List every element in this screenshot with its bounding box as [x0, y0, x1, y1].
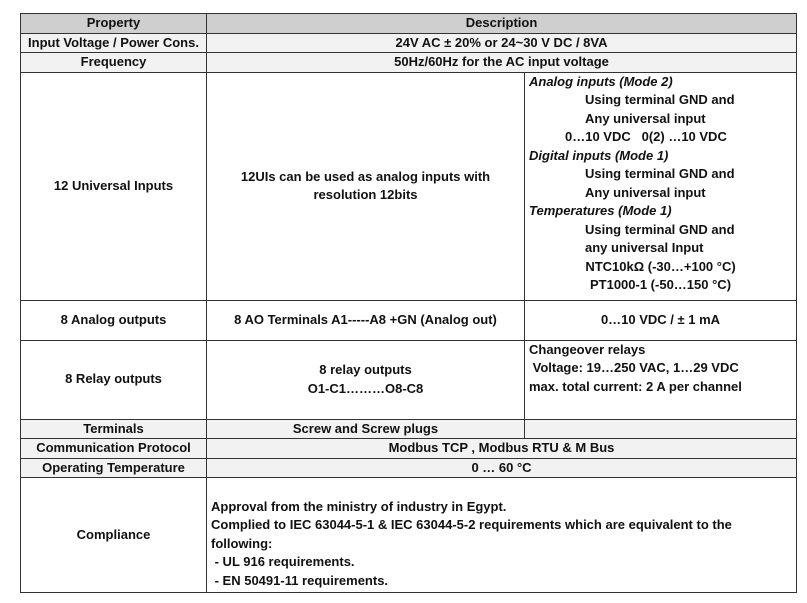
relay-spec-line: Voltage: 19…250 VAC, 1…29 VDC — [529, 360, 739, 375]
compliance-line: Approval from the ministry of industry in Egypt. — [211, 498, 507, 514]
ui-summary-line: 12UIs can be used as analog inputs with — [240, 168, 491, 184]
digital-inputs-line: Using terminal GND and — [585, 166, 735, 181]
value-communication: Modbus TCP , Modbus RTU & M Bus — [207, 439, 797, 459]
temperatures-line: any universal Input — [585, 240, 704, 255]
property-analog-outputs: 8 Analog outputs — [21, 300, 207, 340]
value-universal-inputs-summary — [207, 72, 525, 300]
analog-inputs-range: 0…10 VDC 0(2) …10 VDC — [565, 129, 727, 144]
table-row — [21, 53, 797, 73]
property-input-voltage: Input Voltage / Power Cons. — [21, 33, 207, 53]
value-universal-inputs-detail — [525, 72, 797, 300]
relay-spec-line: Changeover relays — [529, 341, 646, 357]
value-terminals: Screw and Screw plugs — [207, 419, 525, 439]
analog-inputs-line: Any universal input — [585, 110, 706, 126]
table-row — [21, 72, 797, 300]
table-row — [21, 300, 797, 340]
relay-spec-line: max. total current: 2 A per channel — [529, 378, 742, 394]
spec-table — [20, 13, 797, 593]
relay-terminals-line: 8 relay outputs — [319, 362, 412, 377]
property-compliance: Compliance — [21, 478, 207, 593]
property-universal-inputs: 12 Universal Inputs — [21, 72, 207, 300]
ui-summary-line: resolution 12bits — [313, 187, 418, 202]
empty-cell — [525, 419, 797, 439]
value-frequency: 50Hz/60Hz for the AC input voltage — [207, 53, 797, 73]
value-operating-temperature: 0 … 60 °C — [207, 458, 797, 478]
temperature-range: PT1000-1 (-50…150 °C) — [589, 277, 732, 292]
table-row — [21, 439, 797, 459]
table-row — [21, 33, 797, 53]
digital-inputs-heading: Digital inputs (Mode 1) — [529, 147, 669, 163]
temperatures-heading: Temperatures (Mode 1) — [529, 203, 672, 218]
value-analog-outputs-terminals: 8 AO Terminals A1-----A8 +GN (Analog out) — [207, 300, 525, 340]
table-header-row — [21, 14, 797, 34]
value-compliance — [207, 478, 797, 593]
value-relay-outputs-terminals — [207, 340, 525, 419]
table-row — [21, 458, 797, 478]
compliance-line: - EN 50491-11 requirements. — [211, 572, 389, 588]
property-relay-outputs: 8 Relay outputs — [21, 340, 207, 419]
property-operating-temperature: Operating Temperature — [21, 458, 207, 478]
table-row — [21, 419, 797, 439]
property-communication: Communication Protocol — [21, 439, 207, 459]
compliance-line: - UL 916 requirements. — [211, 554, 355, 569]
header-property: Property — [21, 14, 207, 34]
value-input-voltage: 24V AC ± 20% or 24~30 V DC / 8VA — [207, 33, 797, 53]
compliance-line: following: — [211, 535, 273, 551]
property-frequency: Frequency — [21, 53, 207, 73]
property-terminals: Terminals — [21, 419, 207, 439]
value-relay-outputs-specs — [525, 340, 797, 419]
value-analog-outputs-range: 0…10 VDC / ± 1 mA — [525, 300, 797, 340]
header-description: Description — [207, 14, 797, 34]
temperatures-line: Using terminal GND and — [585, 221, 735, 237]
analog-inputs-heading: Analog inputs (Mode 2) — [529, 73, 673, 89]
table-row — [21, 478, 797, 593]
table-row — [21, 340, 797, 419]
digital-inputs-line: Any universal input — [585, 184, 706, 200]
compliance-line: Complied to IEC 63044-5-1 & IEC 63044-5-2 requirements which are equivalent to the — [211, 517, 732, 532]
relay-terminals-line: O1-C1………O8-C8 — [307, 380, 424, 396]
temperature-range: NTC10kΩ (-30…+100 °C) — [585, 258, 736, 274]
analog-inputs-line: Using terminal GND and — [585, 92, 735, 107]
